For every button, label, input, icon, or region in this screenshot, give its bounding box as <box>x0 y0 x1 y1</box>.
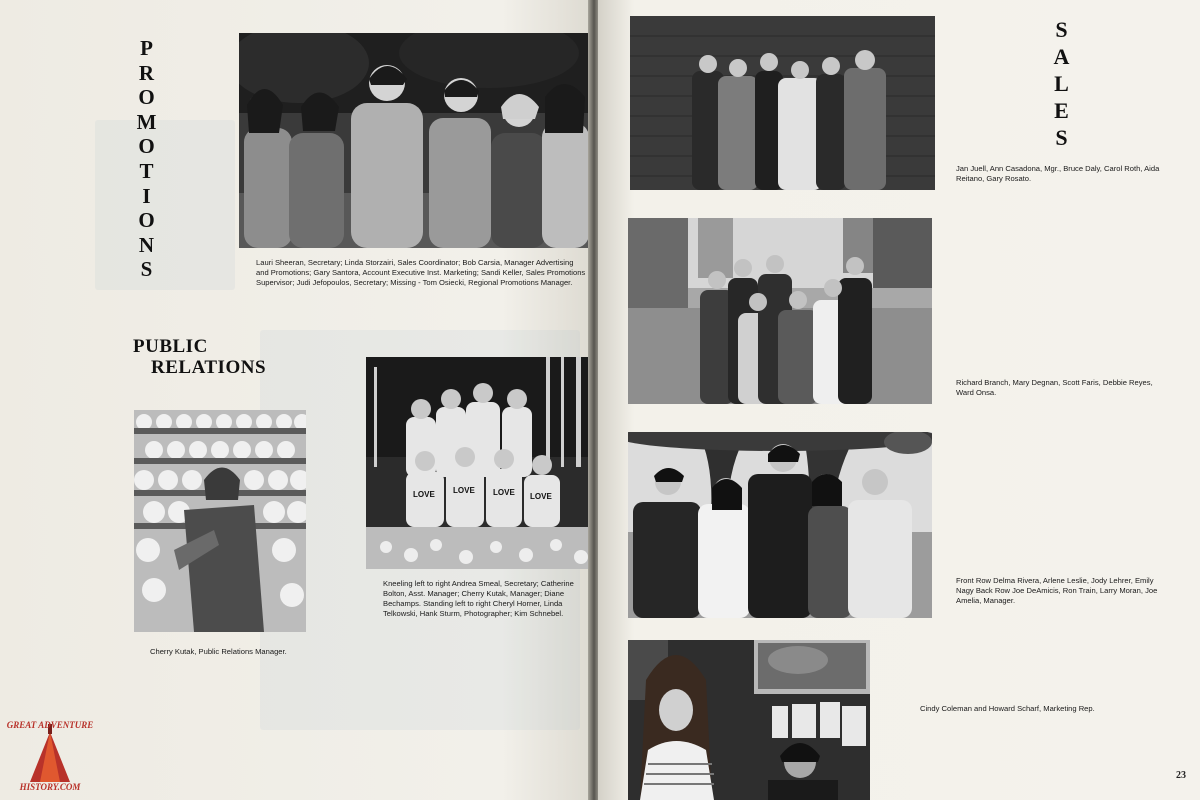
pr-manager-photo <box>134 410 306 632</box>
title-letter: O <box>138 85 156 110</box>
title-letter: R <box>138 60 156 85</box>
great-adventure-history-logo <box>6 718 94 798</box>
promotions-group-photo <box>239 33 589 248</box>
title-letter: S <box>1055 17 1069 42</box>
sales-photo-3 <box>628 432 932 618</box>
sales-photo-4 <box>628 640 870 800</box>
title-letter: N <box>138 232 156 257</box>
promotions-caption: Lauri Sheeran, Secretary; Linda Storzairi, Sales Coordinator; Bob Carsia, Manager Advertising and Promotions; Gary Santora, Account Executive Inst. Marketing; Sandi Keller, Sales Promotions Supervisor; Judi Jefopoulos, Secretary; Missing - Tom Osiecki, Regional Promotions Manager. <box>256 258 586 287</box>
right-page <box>598 0 1200 800</box>
title-letter: S <box>140 257 154 282</box>
title-letter: M <box>136 109 158 134</box>
pr-group-photo <box>366 357 590 569</box>
shirt-text: LOVE <box>530 492 552 501</box>
sales-photo-1 <box>630 16 935 190</box>
title-letter: E <box>1054 98 1070 123</box>
sales-caption-2: Richard Branch, Mary Degnan, Scott Faris, Debbie Reyes, Ward Onsa. <box>956 378 1153 397</box>
left-page <box>0 0 590 800</box>
logo-line2: HISTORY.COM <box>19 782 81 792</box>
title-letter: P <box>140 36 154 60</box>
promotions-title <box>135 36 159 282</box>
sales-caption-1: Jan Juell, Ann Casadona, Mgr., Bruce Daly, Carol Roth, Aida Reitano, Gary Rosato. <box>956 164 1160 183</box>
title-letter: L <box>1054 71 1070 96</box>
ghost-print <box>95 120 235 290</box>
title-letter: A <box>1053 44 1071 69</box>
title-line: RELATIONS <box>151 357 267 378</box>
title-letter: S <box>1055 125 1069 150</box>
logo-line1: GREAT ADVENTURE <box>6 720 94 730</box>
sales-title <box>1050 16 1074 151</box>
sales-photo-2 <box>628 218 932 404</box>
shirt-text: LOVE <box>413 490 435 499</box>
sales-caption-3: Front Row Delma Rivera, Arlene Leslie, Jody Lehrer, Emily Nagy Back Row Joe DeAmicis, Ron Train, Larry Moran, Joe Amelia, Manager. <box>956 576 1158 605</box>
shirt-text: LOVE <box>453 486 475 495</box>
pr-manager-caption: Cherry Kutak, Public Relations Manager. <box>150 647 287 656</box>
pr-group-caption: Kneeling left to right Andrea Smeal, Secretary; Catherine Bolton, Asst. Manager; Cherry Kutak, Manager; Diane Bechamps. Standing left to right Cheryl Horner, Linda Telkowski, Hank Sturm, Photographer; Kim Schnebel. <box>383 579 574 618</box>
title-letter: O <box>138 134 156 159</box>
shirt-text: LOVE <box>493 488 515 497</box>
title-letter: I <box>142 183 152 208</box>
title-line: PUBLIC <box>133 336 208 357</box>
title-letter: O <box>138 208 156 233</box>
title-letter: T <box>139 158 155 183</box>
public-relations-title <box>133 336 266 378</box>
page-number: 23 <box>1176 770 1186 781</box>
sales-caption-4: Cindy Coleman and Howard Scharf, Marketing Rep. <box>920 704 1095 713</box>
